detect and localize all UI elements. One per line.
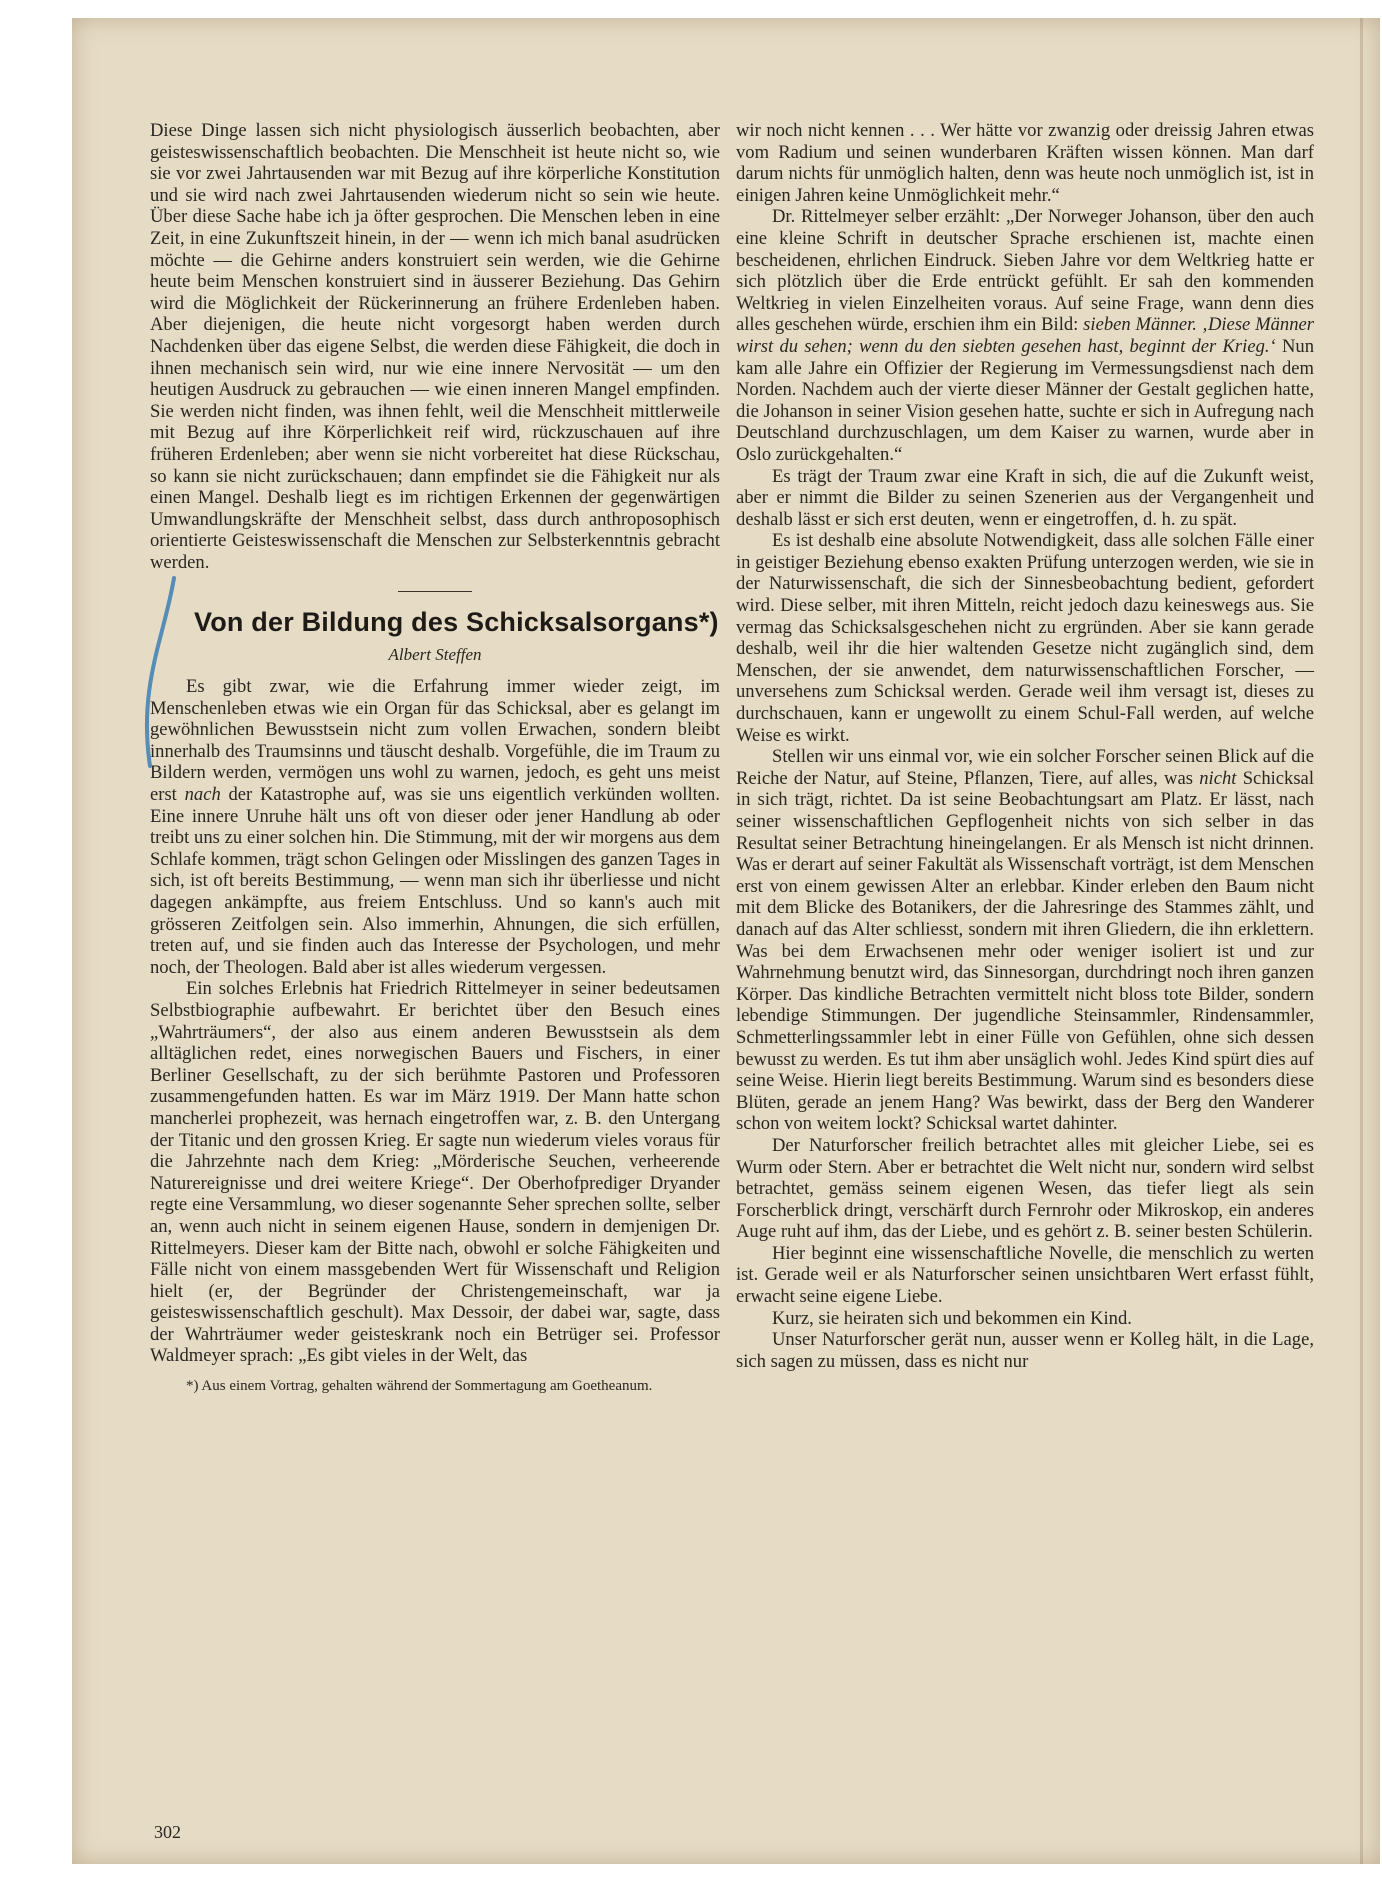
article-paragraph: Ein solches Erlebnis hat Friedrich Rittelmeyer in seiner bedeutsamen Selbstbiographie aufbewahrt. Er berichtet über den Besuch eines „Wahrträumers“, der also aus einem anderen Bewusstsein als dem alltäglichen redet, eines norwegischen Bauers und Fischers, in einer Berliner Gesellschaft, zu der sich berühmte Pastoren und Professoren zusammengefunden hatten. Es war im März 1919. Der Mann hatte schon mancherlei prophezeit, was hernach eingetroffen war, z. B. den Untergang der Titanic und den grossen Krieg. Er sagte nun wiederum vieles voraus für die Jahrzehnte nach dem Krieg: „Mörderische Seuchen, verheerende Naturereignisse und drei weitere Kriege“. Der Oberhofprediger Dryander regte eine Versammlung, wo dieser sogenannte Seher sprechen sollte, selber an, wenn auch nicht in seinem eigenen Hause, sondern in demjenigen Dr. Rittelmeyers. Dieser kam der Bitte nach, obwohl er solche Fähigkeiten und Fälle nicht von einem massgebenden Wert für Wissenschaft und Religion hielt (er, der Begründer der Christengemeinschaft, war ja geisteswissenschaftlich geschult). Max Dessoir, der dabei war, sagte, dass der Wahrträumer weder geisteskrank noch ein Betrüger sei. Professor Waldmeyer sprach: „Es gibt vieles in der Welt, das — [150, 978, 720, 1367]
left-column — [150, 120, 720, 1396]
article-paragraph: Unser Naturforscher gerät nun, ausser wenn er Kolleg hält, in die Lage, sich sagen zu müssen, dass es nicht nur — [736, 1329, 1314, 1372]
section-divider — [398, 591, 472, 592]
article-paragraph: wir noch nicht kennen . . . Wer hätte vor zwanzig oder dreissig Jahren etwas vom Radium und seinen wunderbaren Kräften wissen können. Man darf darum nichts für unmöglich halten, denn was heute noch unmöglich ist, ist in einigen Jahren keine Unmöglichkeit mehr.“ — [736, 120, 1314, 206]
page-number: 302 — [154, 1822, 181, 1842]
article-title: Von der Bildung des Schicksalsorgans*) — [194, 607, 719, 638]
essay-paragraph: Diese Dinge lassen sich nicht physiologisch äusserlich beobachten, aber geisteswissenschaftlich beobachten. Die Menschheit ist heute nicht so, wie sie vor zwei Jahrtausenden war mit Bezug auf ihre körperliche Konstitution und sie wird nach zwei Jahrtausenden wiederum nicht so sein wie heute. Über diese Sache habe ich ja öfter gesprochen. Die Menschen leben in eine Zeit, in eine Zukunftszeit hinein, in der — wenn ich mich banal asudrücken möchte — die Gehirne anders konstruiert sein werden, wie die Gehirne heute beim Menschen konstruiert sind in äusserer Beziehung. Das Gehirn wird die Möglichkeit der Rückerinnerung an frühere Erdenleben haben. Aber diejenigen, die heute nicht vorgesorgt haben werden durch Nachdenken über das eigene Selbst, die werden diese Fähigkeit, die doch in ihnen mechanisch sein wird, nur wie eine innere Nervosität — um den heutigen Ausdruck zu gebrauchen — wie einen inneren Mangel empfinden. Sie werden nicht finden, was ihnen fehlt, weil die Menschheit mittlerweile mit Bezug auf ihre Körperlichkeit reif wird, rückzuschauen auf ihre früheren Erdenleben; aber wenn sie nicht vorbereitet hat diese Rückschau, so kann sie nicht zurückschauen; dann empfindet sie die Fähigkeit nur als einen Mangel. Deshalb liegt es im richtigen Erkennen der gegenwärtigen Umwandlungskräfte der Menschheit selbst, dass durch anthroposophisch orientierte Geisteswissenschaft die Menschen zur Selbsterkenntnis gebracht werden. — [150, 120, 720, 573]
article-paragraph: Kurz, sie heiraten sich und bekommen ein Kind. — [772, 1307, 1132, 1329]
article-paragraph: Hier beginnt eine wissenschaftliche Novelle, die menschlich zu werten ist. Gerade weil er als Naturforscher seinen unsichtbaren Wert erfasst fühlt, erwacht seine eigene Liebe. — [736, 1242, 1314, 1308]
article-paragraph: Es gibt zwar, wie die Erfahrung immer wieder zeigt, im Menschenleben etwas wie ein Organ für das Schicksal, aber es gelangt im gewöhnlichen Bewusstsein nicht zum vollen Erwachen, sondern bleibt innerhalb des Traumsinns und täuscht deshalb. Vorgefühle, die im Traum zu Bildern werden, vermögen uns wohl zu warnen, jedoch, es geht uns meist erst nach der Katastrophe auf, was sie uns eigentlich verkünden wollten. Eine innere Unruhe hält uns oft von dieser oder jener Handlung ab oder treibt uns zu einer solchen hin. Die Stimmung, mit der wir morgens aus dem Schlafe kommen, trägt schon Gelingen oder Misslingen des ganzen Tages in sich, ist oft bereits Bestimmung, — wenn man sich ihr überliesse und nicht dagegen ankämpfte, aus freiem Entschluss. Und so kann's auch mit grösseren Zeitfolgen sein. Also immerhin, Ahnungen, die sich erfüllen, treten auf, und sie finden auch das Interesse der Psychologen, und mehr noch, der Theologen. Bald aber ist alles wiederum vergessen. — [150, 676, 720, 978]
page-sheet — [72, 18, 1380, 1864]
article-paragraph: Stellen wir uns einmal vor, wie ein solcher Forscher seinen Blick auf die Reiche der Natur, auf Steine, Pflanzen, Tiere, auf alles, was nicht Schicksal in sich trägt, richtet. Da ist seine Beobachtungsart am Platz. Er lässt, nach seiner wissenschaftlichen Gepflogenheit nichts von sich selber in das Resultat seiner Betrachtung hineingelangen. Er als Mensch ist nicht drinnen. Was er derart auf seiner Fakultät als Wissenschaft vorträgt, ist dem Menschen erst von einem gewissen Alter an erlebbar. Kinder erleben den Baum nicht mit dem Blicke des Botanikers, der die Jahresringe des Stammes zählt, und danach auf das Alter schliesst, sondern mit ihren Gliedern, die ihn erklettern. Was bei dem Erwachsenen mehr oder weniger isoliert ist und zur Wahrnehmung benutzt wird, das Sinnesorgan, durchdringt noch ihren ganzen Körper. Das kindliche Betrachten vermittelt nicht bloss tote Bilder, sondern lebendige Stimmungen. Der jugendliche Steinsammler, Rindensammler, Schmetterlingssammler lebt in einer Fülle von Gefühlen, ohne sich dessen bewusst zu werden. Es tut ihm aber unsäglich wohl. Jedes Kind spürt dies auf seine Weise. Hierin liegt bereits Bestimmung. Warum sind es besonders diese Blüten, gerade an jenem Hang? Was bewirkt, dass der Berg den Wanderer schon von weitem lockt? Schicksal wartet dahinter. — [736, 746, 1314, 1135]
article-paragraph: Es trägt der Traum zwar eine Kraft in sich, die auf die Zukunft weist, aber er nimmt die Bilder zu seinen Szenerien aus der Vergangenheit und deshalb lässt er sich erst deuten, wenn er eingetroffen, d. h. zu spät. — [736, 465, 1314, 530]
article-paragraph: Dr. Rittelmeyer selber erzählt: „Der Norweger Johanson, über den auch eine kleine Schrift in deutscher Sprache erschienen ist, machte einen bescheidenen, ehrlichen Eindruck. Sieben Jahre vor dem Weltkrieg hatte er sich plötzlich über die Erde entrückt gefühlt. Er sah den kommenden Weltkrieg in vielen Einzelheiten voraus. Auf seine Frage, wann denn dies alles geschehen würde, erschien ihm ein Bild: sieben Männer. ‚Diese Männer wirst du sehen; wenn du den siebten gesehen hast, beginnt der Krieg.‘ Nun kam alle Jahre ein Offizier der Regierung im Vermessungsdienst nach dem Norden. Nachdem auch der vierte dieser Männer der Gestalt geglichen hatte, die Johanson in seiner Vision gesehen hatte, suchte er sich in Aufregung nach Deutschland durchzuschlagen, um dem Kaiser zu warnen, wurde aber in Oslo zurückgehalten.“ — [736, 206, 1314, 465]
right-column — [736, 120, 1314, 1372]
paper-fold — [1360, 18, 1363, 1864]
footnote: *) Aus einem Vortrag, gehalten während der Sommertagung am Goetheanum. — [186, 1378, 653, 1395]
article-author: Albert Steffen — [388, 645, 482, 665]
article-paragraph: Es ist deshalb eine absolute Notwendigkeit, dass alle solchen Fälle einer in geistiger Beziehung ebenso exakten Prüfung unterzogen werden, wie sie in der Naturwissenschaft, die sich der Sinnesbeobachtung bedient, gefordert wird. Diese selber, mit ihren Mitteln, reicht jedoch dazu keineswegs aus. Sie vermag das Schicksalsgeschehen nicht zu ergründen. Aber sie kann gerade deshalb, weil ihr die hier waltenden Gesetze nicht zugänglich sind, dem Menschen, der sie anwendet, dem naturwissenschaftlichen Forscher, — unversehens zum Schicksal werden. Gerade weil ihm versagt ist, dieses zu durchschauen, kann er ungewollt zu einem Schul-Fall werden, auf welche Weise es wirkt. — [736, 530, 1314, 746]
article-paragraph: Der Naturforscher freilich betrachtet alles mit gleicher Liebe, sei es Wurm oder Stern. Aber er betrachtet die Welt nicht nur, sondern wird selbst betrachtet, gemäss seinem eigenen Wesen, das tiefer liegt als sein Forscherblick dringt, verschärft durch Fernrohr oder Mikroskop, ein anderes Auge ruht auf ihm, das der Liebe, und es gehört z. B. seiner besten Schülerin. — [736, 1134, 1314, 1243]
